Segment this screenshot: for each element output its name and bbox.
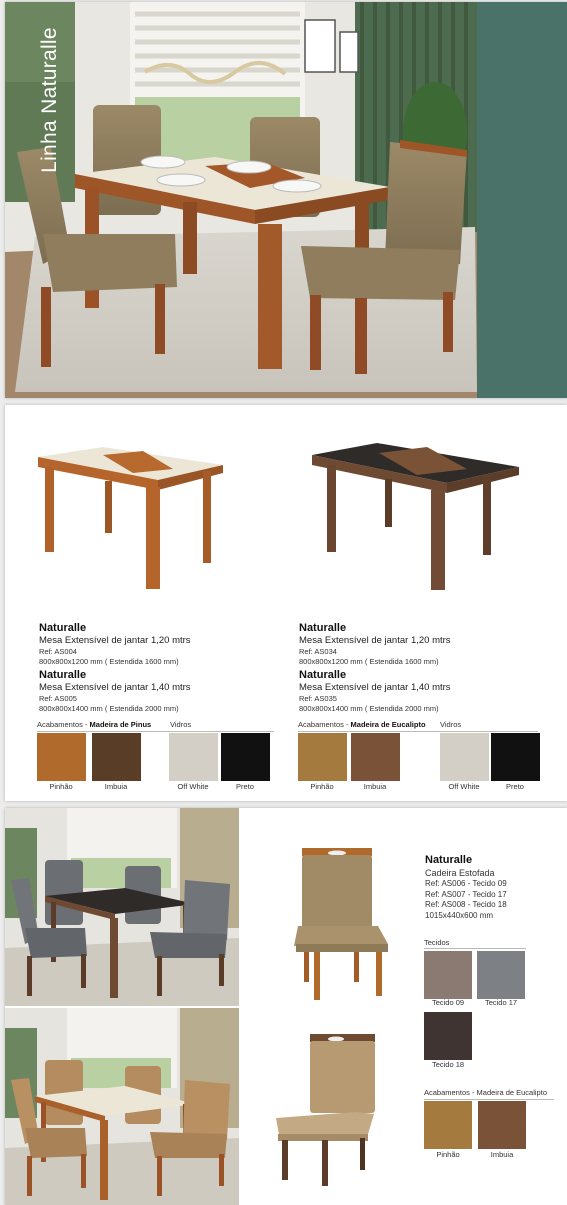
fabric-swatch-tecido-17[interactable] <box>477 951 525 999</box>
finish-prefix: Acabamentos - <box>298 720 351 729</box>
chair-description: Cadeira Estofada <box>425 868 495 878</box>
product-description: Mesa Extensível de jantar 1,20 mtrs <box>39 635 191 646</box>
collection-title: Linha Naturalle <box>38 27 61 173</box>
chair-pinus-image <box>290 844 390 1004</box>
table-specs-left <box>39 622 289 713</box>
swatch-label: Preto <box>236 782 254 791</box>
swatch-label: Tecido 09 <box>431 998 465 1007</box>
swatch-pinhao[interactable] <box>424 1101 472 1149</box>
chair-ref: Ref: AS008 - Tecido 18 <box>425 900 507 909</box>
chairs-panel <box>5 808 567 1205</box>
glass-heading-left: Vidros <box>170 720 192 729</box>
ambient-gray-chairs-image <box>5 808 239 1006</box>
product-ref: Ref: AS034 <box>299 647 337 656</box>
product-ref: Ref: AS035 <box>299 694 337 703</box>
swatch-pinhao[interactable] <box>298 733 347 781</box>
finish-prefix: Acabamentos - <box>37 720 90 729</box>
swatch-off-white[interactable] <box>169 733 218 781</box>
chair-eucalipto-image <box>270 1034 380 1189</box>
swatch-label: Tecido 17 <box>484 998 518 1007</box>
table-eucalipto-black-image <box>307 435 527 595</box>
swatch-label: Pinhão <box>49 782 73 791</box>
fabrics-heading: Tecidos <box>424 938 450 947</box>
chair-finish-heading: Acabamentos - Madeira de Eucalipto <box>424 1088 547 1097</box>
swatch-imbuia[interactable] <box>92 733 141 781</box>
product-description: Mesa Extensível de jantar 1,40 mtrs <box>299 682 451 693</box>
brand-title-container <box>5 2 95 398</box>
product-dimensions: 800x800x1200 mm ( Estendida 1600 mm) <box>299 656 439 666</box>
fabric-swatch-tecido-18[interactable] <box>424 1012 472 1060</box>
swatch-label: Imbuia <box>104 782 128 791</box>
swatch-label: Imbuia <box>363 782 387 791</box>
swatch-label: Off White <box>177 782 209 791</box>
product-ref: Ref: AS005 <box>39 694 77 703</box>
tables-panel <box>5 405 567 801</box>
product-description: Mesa Extensível de jantar 1,40 mtrs <box>39 682 191 693</box>
product-name: Naturalle <box>39 669 87 681</box>
finish-heading-left <box>37 720 151 729</box>
swatch-label: Pinhão <box>310 782 334 791</box>
swatch-label: Imbuia <box>490 1150 514 1159</box>
fabric-swatch-tecido-09[interactable] <box>424 951 472 999</box>
swatch-off-white[interactable] <box>440 733 489 781</box>
chair-dimensions: 1015x440x600 mm <box>425 910 494 920</box>
swatch-imbuia[interactable] <box>351 733 400 781</box>
swatch-imbuia[interactable] <box>478 1101 526 1149</box>
chair-specs <box>425 853 565 921</box>
chair-ref: Ref: AS006 - Tecido 09 <box>425 879 507 888</box>
divider <box>424 948 526 949</box>
product-ref: Ref: AS004 <box>39 647 77 656</box>
swatch-label: Tecido 18 <box>431 1060 465 1069</box>
product-description: Mesa Extensível de jantar 1,20 mtrs <box>299 635 451 646</box>
product-dimensions: 800x800x1400 mm ( Estendida 2000 mm) <box>39 703 179 713</box>
product-name: Naturalle <box>39 622 87 634</box>
swatch-label: Pinhão <box>436 1150 460 1159</box>
divider <box>298 731 538 732</box>
brand-band <box>477 2 567 398</box>
ambient-tan-chairs-image <box>5 1008 239 1205</box>
glass-heading-right: Vidros <box>440 720 462 729</box>
finish-wood-type: Madeira de Eucalipto <box>350 720 426 729</box>
table-pinus-offwhite-image <box>33 435 233 595</box>
swatch-label: Off White <box>448 782 480 791</box>
swatch-label: Preto <box>506 782 524 791</box>
divider <box>37 731 274 732</box>
product-dimensions: 800x800x1400 mm ( Estendida 2000 mm) <box>299 703 439 713</box>
chair-name: Naturalle <box>425 854 473 866</box>
finish-heading-right <box>298 720 426 729</box>
swatch-pinhao[interactable] <box>37 733 86 781</box>
product-name: Naturalle <box>299 669 347 681</box>
product-dimensions: 800x800x1200 mm ( Estendida 1600 mm) <box>39 656 179 666</box>
divider <box>424 1099 554 1100</box>
swatch-preto[interactable] <box>491 733 540 781</box>
table-specs-right <box>299 622 549 713</box>
swatch-preto[interactable] <box>221 733 270 781</box>
hero-panel <box>5 2 567 398</box>
product-name: Naturalle <box>299 622 347 634</box>
chair-ref: Ref: AS007 - Tecido 17 <box>425 889 507 899</box>
finish-wood-type: Madeira de Pinus <box>89 720 152 729</box>
